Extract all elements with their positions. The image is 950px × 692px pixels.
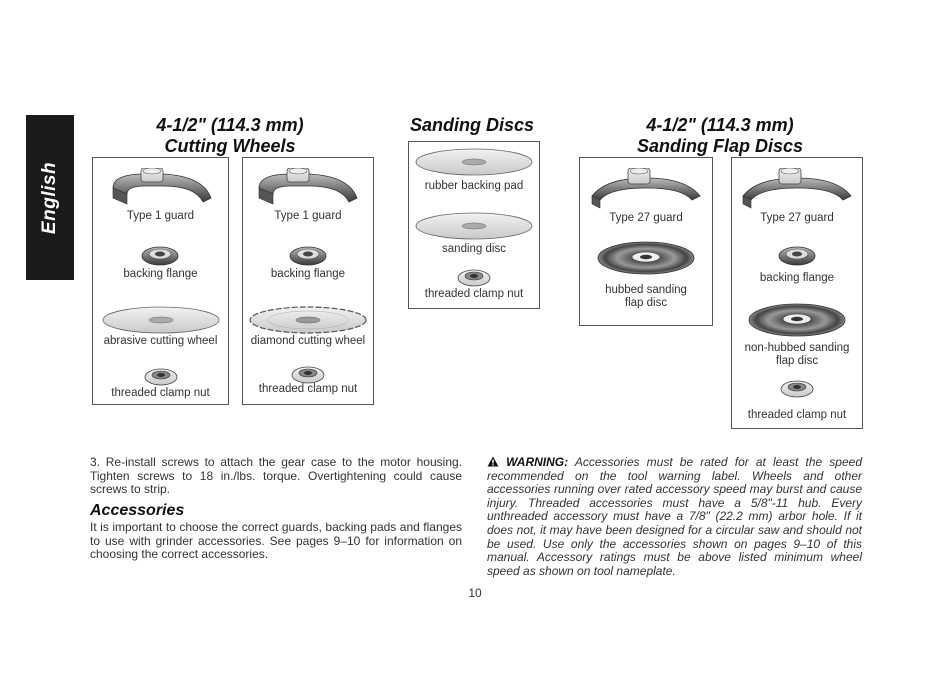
sanding-disc-illustration bbox=[414, 212, 534, 240]
diamond-cutting-wheel-label: diamond cutting wheel bbox=[250, 335, 366, 347]
language-tab bbox=[26, 115, 74, 280]
cutting-wheels-heading-title: Cutting Wheels bbox=[164, 136, 296, 156]
non-hubbed-sanding-flap-disc-label-line2: flap disc bbox=[775, 355, 819, 367]
type-1-guard-label: Type 1 guard bbox=[126, 210, 195, 222]
backing-flange-illustration bbox=[777, 244, 817, 268]
type-1-guard-illustration bbox=[103, 168, 223, 208]
accessories-text: It is important to choose the correct guards, backing pads and flanges to use with grinder accessories. See pages 9–10 for information on choosing the correct accessories. bbox=[90, 520, 462, 562]
cutting-wheels-heading-size: 4-1/2" (114.3 mm) bbox=[156, 115, 304, 135]
language-tab-label: English bbox=[39, 161, 60, 234]
threaded-clamp-nut-label: threaded clamp nut bbox=[258, 383, 358, 395]
cutting-wheel-box-2 bbox=[242, 157, 374, 405]
type-27-guard-label: Type 27 guard bbox=[609, 212, 683, 224]
warning-label: WARNING: bbox=[506, 455, 569, 469]
hubbed-sanding-flap-disc-label-line1: hubbed sanding bbox=[605, 284, 687, 296]
sanding-disc-label: sanding disc bbox=[442, 243, 506, 255]
flap-discs-heading bbox=[610, 115, 830, 157]
threaded-clamp-nut-label: threaded clamp nut bbox=[747, 409, 847, 421]
threaded-clamp-nut-illustration bbox=[143, 366, 179, 388]
threaded-clamp-nut-label: threaded clamp nut bbox=[111, 387, 210, 399]
backing-flange-illustration bbox=[288, 244, 328, 268]
non-hubbed-sanding-flap-disc-label bbox=[732, 342, 862, 368]
abrasive-cutting-wheel-illustration bbox=[101, 306, 221, 334]
warning-block bbox=[487, 456, 862, 578]
flap-disc-box-2 bbox=[731, 157, 863, 429]
flap-disc-box-1 bbox=[579, 157, 713, 326]
page-number: 10 bbox=[468, 586, 482, 600]
sanding-discs-heading bbox=[392, 115, 552, 136]
diamond-cutting-wheel-illustration bbox=[248, 306, 368, 334]
flap-discs-heading-size: 4-1/2" (114.3 mm) bbox=[646, 115, 794, 135]
threaded-clamp-nut-label: threaded clamp nut bbox=[424, 288, 524, 300]
warning-triangle-icon bbox=[487, 456, 499, 467]
cutting-wheels-heading bbox=[120, 115, 340, 157]
backing-flange-label: backing flange bbox=[123, 268, 198, 280]
flap-discs-heading-title: Sanding Flap Discs bbox=[636, 136, 804, 156]
type-27-guard-illustration bbox=[737, 168, 857, 210]
threaded-clamp-nut-illustration bbox=[456, 267, 492, 289]
hubbed-sanding-flap-disc-label-line2: flap disc bbox=[624, 297, 668, 309]
non-hubbed-sanding-flap-disc-illustration bbox=[747, 302, 847, 338]
abrasive-cutting-wheel-label: abrasive cutting wheel bbox=[103, 335, 218, 347]
rubber-backing-pad-label: rubber backing pad bbox=[424, 180, 524, 192]
rubber-backing-pad-illustration bbox=[414, 148, 534, 176]
backing-flange-label: backing flange bbox=[270, 268, 346, 280]
sanding-disc-box bbox=[408, 141, 540, 309]
non-hubbed-sanding-flap-disc-label-line1: non-hubbed sanding bbox=[744, 342, 850, 354]
type-27-guard-illustration bbox=[586, 168, 706, 210]
backing-flange-label: backing flange bbox=[759, 272, 835, 284]
type-27-guard-label: Type 27 guard bbox=[760, 212, 834, 224]
sanding-discs-heading-title: Sanding Discs bbox=[409, 115, 535, 135]
hubbed-sanding-flap-disc-illustration bbox=[596, 240, 696, 276]
hubbed-sanding-flap-disc-label bbox=[580, 284, 712, 310]
type-1-guard-illustration bbox=[249, 168, 369, 208]
cutting-wheel-box-1 bbox=[92, 157, 229, 405]
warning-text: Accessories must be rated for at least the speed recommended on the tool warning label. Wheels and other accessories running over rated accessory speed may burst and cause injury. Threaded accessories must have a 5/8"-11 hub. Every unthreaded accessory must have a 7/8" (22.2 mm) arbor hole. If it does not, it may have been designed for a circular saw and should not be used. Use only the accessories shown on pages 9–10 of this manual. Accessory ratings must be above listed minimum wheel speed as shown on tool nameplate. bbox=[487, 455, 862, 578]
type-1-guard-label: Type 1 guard bbox=[274, 210, 342, 222]
backing-flange-illustration bbox=[140, 244, 180, 268]
step-3-text: 3. Re-install screws to attach the gear case to the motor housing. Tighten screws to 18 in./lbs. torque. Overtightening could cause screws to strip. bbox=[90, 455, 462, 497]
threaded-clamp-nut-illustration bbox=[779, 378, 815, 400]
accessories-heading: Accessories bbox=[90, 502, 185, 519]
